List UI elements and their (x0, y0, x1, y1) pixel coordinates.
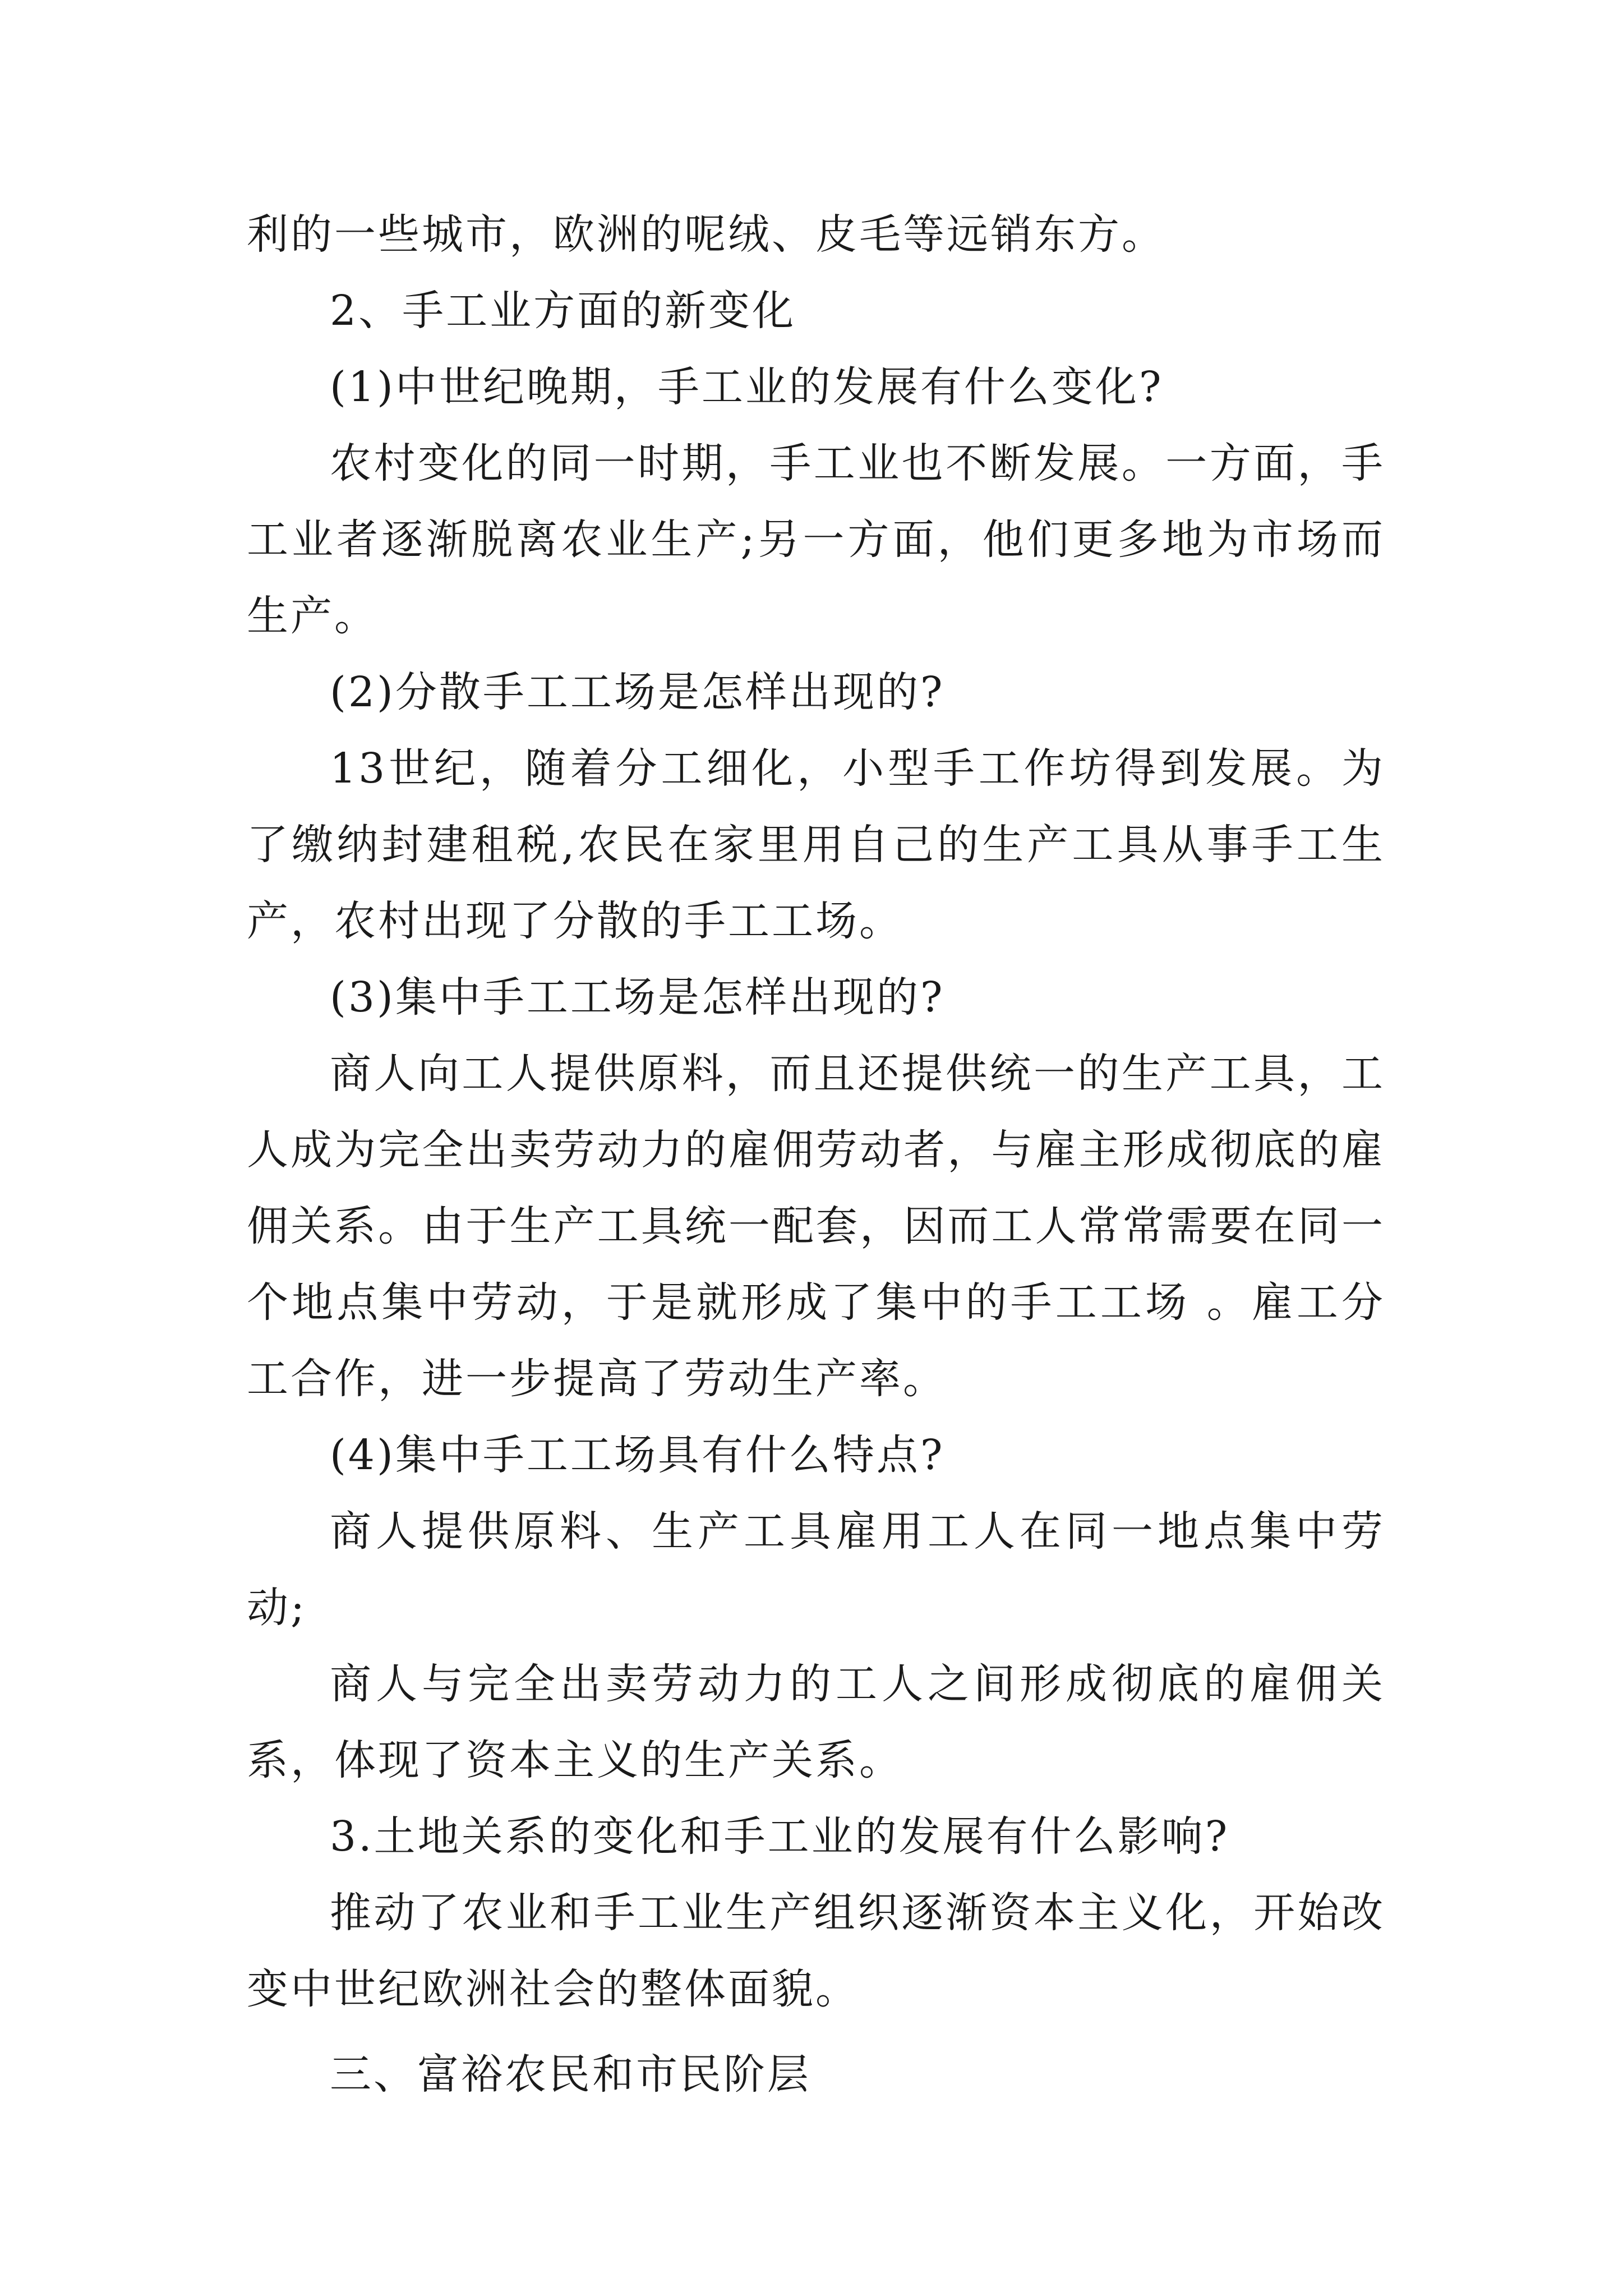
answer-1: 农村变化的同一时期，手工业也不断发展。一方面，手工业者逐渐脱离农业生产;另一方面，他们更多地为市场而生产。 (247, 439, 1385, 640)
paragraph-continuation: 利的一些城市，欧洲的呢绒、皮毛等远销东方。 (247, 210, 1165, 259)
section-heading-handicraft: 2、手工业方面的新变化 (330, 287, 796, 335)
answer-3: 商人向工人提供原料，而且还提供统一的生产工具，工人成为完全出卖劳动力的雇佣劳动者，与雇主形成彻底的雇佣关系。由于生产工具统一配套，因而工人常常需要在同一个地点集中劳动，于是就形成了集中的手工工场 。雇工分工合作，进一步提高了劳动生产率。 (247, 1050, 1385, 1403)
answer-4-part-1: 商人提供原料、生产工具雇用工人在同一地点集中劳动; (247, 1507, 1385, 1632)
answer-2: 13世纪，随着分工细化，小型手工作坊得到发展。为了缴纳封建租税,农民在家里用自己的生产工具从事手工生产，农村出现了分散的手工工场。 (247, 744, 1385, 945)
question-1: (1)中世纪晚期，手工业的发展有什么变化? (330, 363, 1164, 411)
question-2: (2)分散手工工场是怎样出现的? (330, 668, 945, 716)
section-heading-three: 三、富裕农民和市民阶层 (330, 2050, 811, 2099)
section-spacer (247, 2027, 1385, 2036)
question-4: (4)集中手工工场具有什么特点? (330, 1431, 945, 1479)
question-3: (3)集中手工工场是怎样出现的? (330, 973, 945, 1022)
answer-impact: 推动了农业和手工业生产组织逐渐资本主义化，开始改变中世纪欧洲社会的整体面貌。 (247, 1889, 1385, 2013)
document-body (247, 196, 1385, 2113)
answer-4-part-2: 商人与完全出卖劳动力的工人之间形成彻底的雇佣关系，体现了资本主义的生产关系。 (247, 1660, 1385, 1784)
question-impact: 3.土地关系的变化和手工业的发展有什么影响? (330, 1812, 1230, 1861)
